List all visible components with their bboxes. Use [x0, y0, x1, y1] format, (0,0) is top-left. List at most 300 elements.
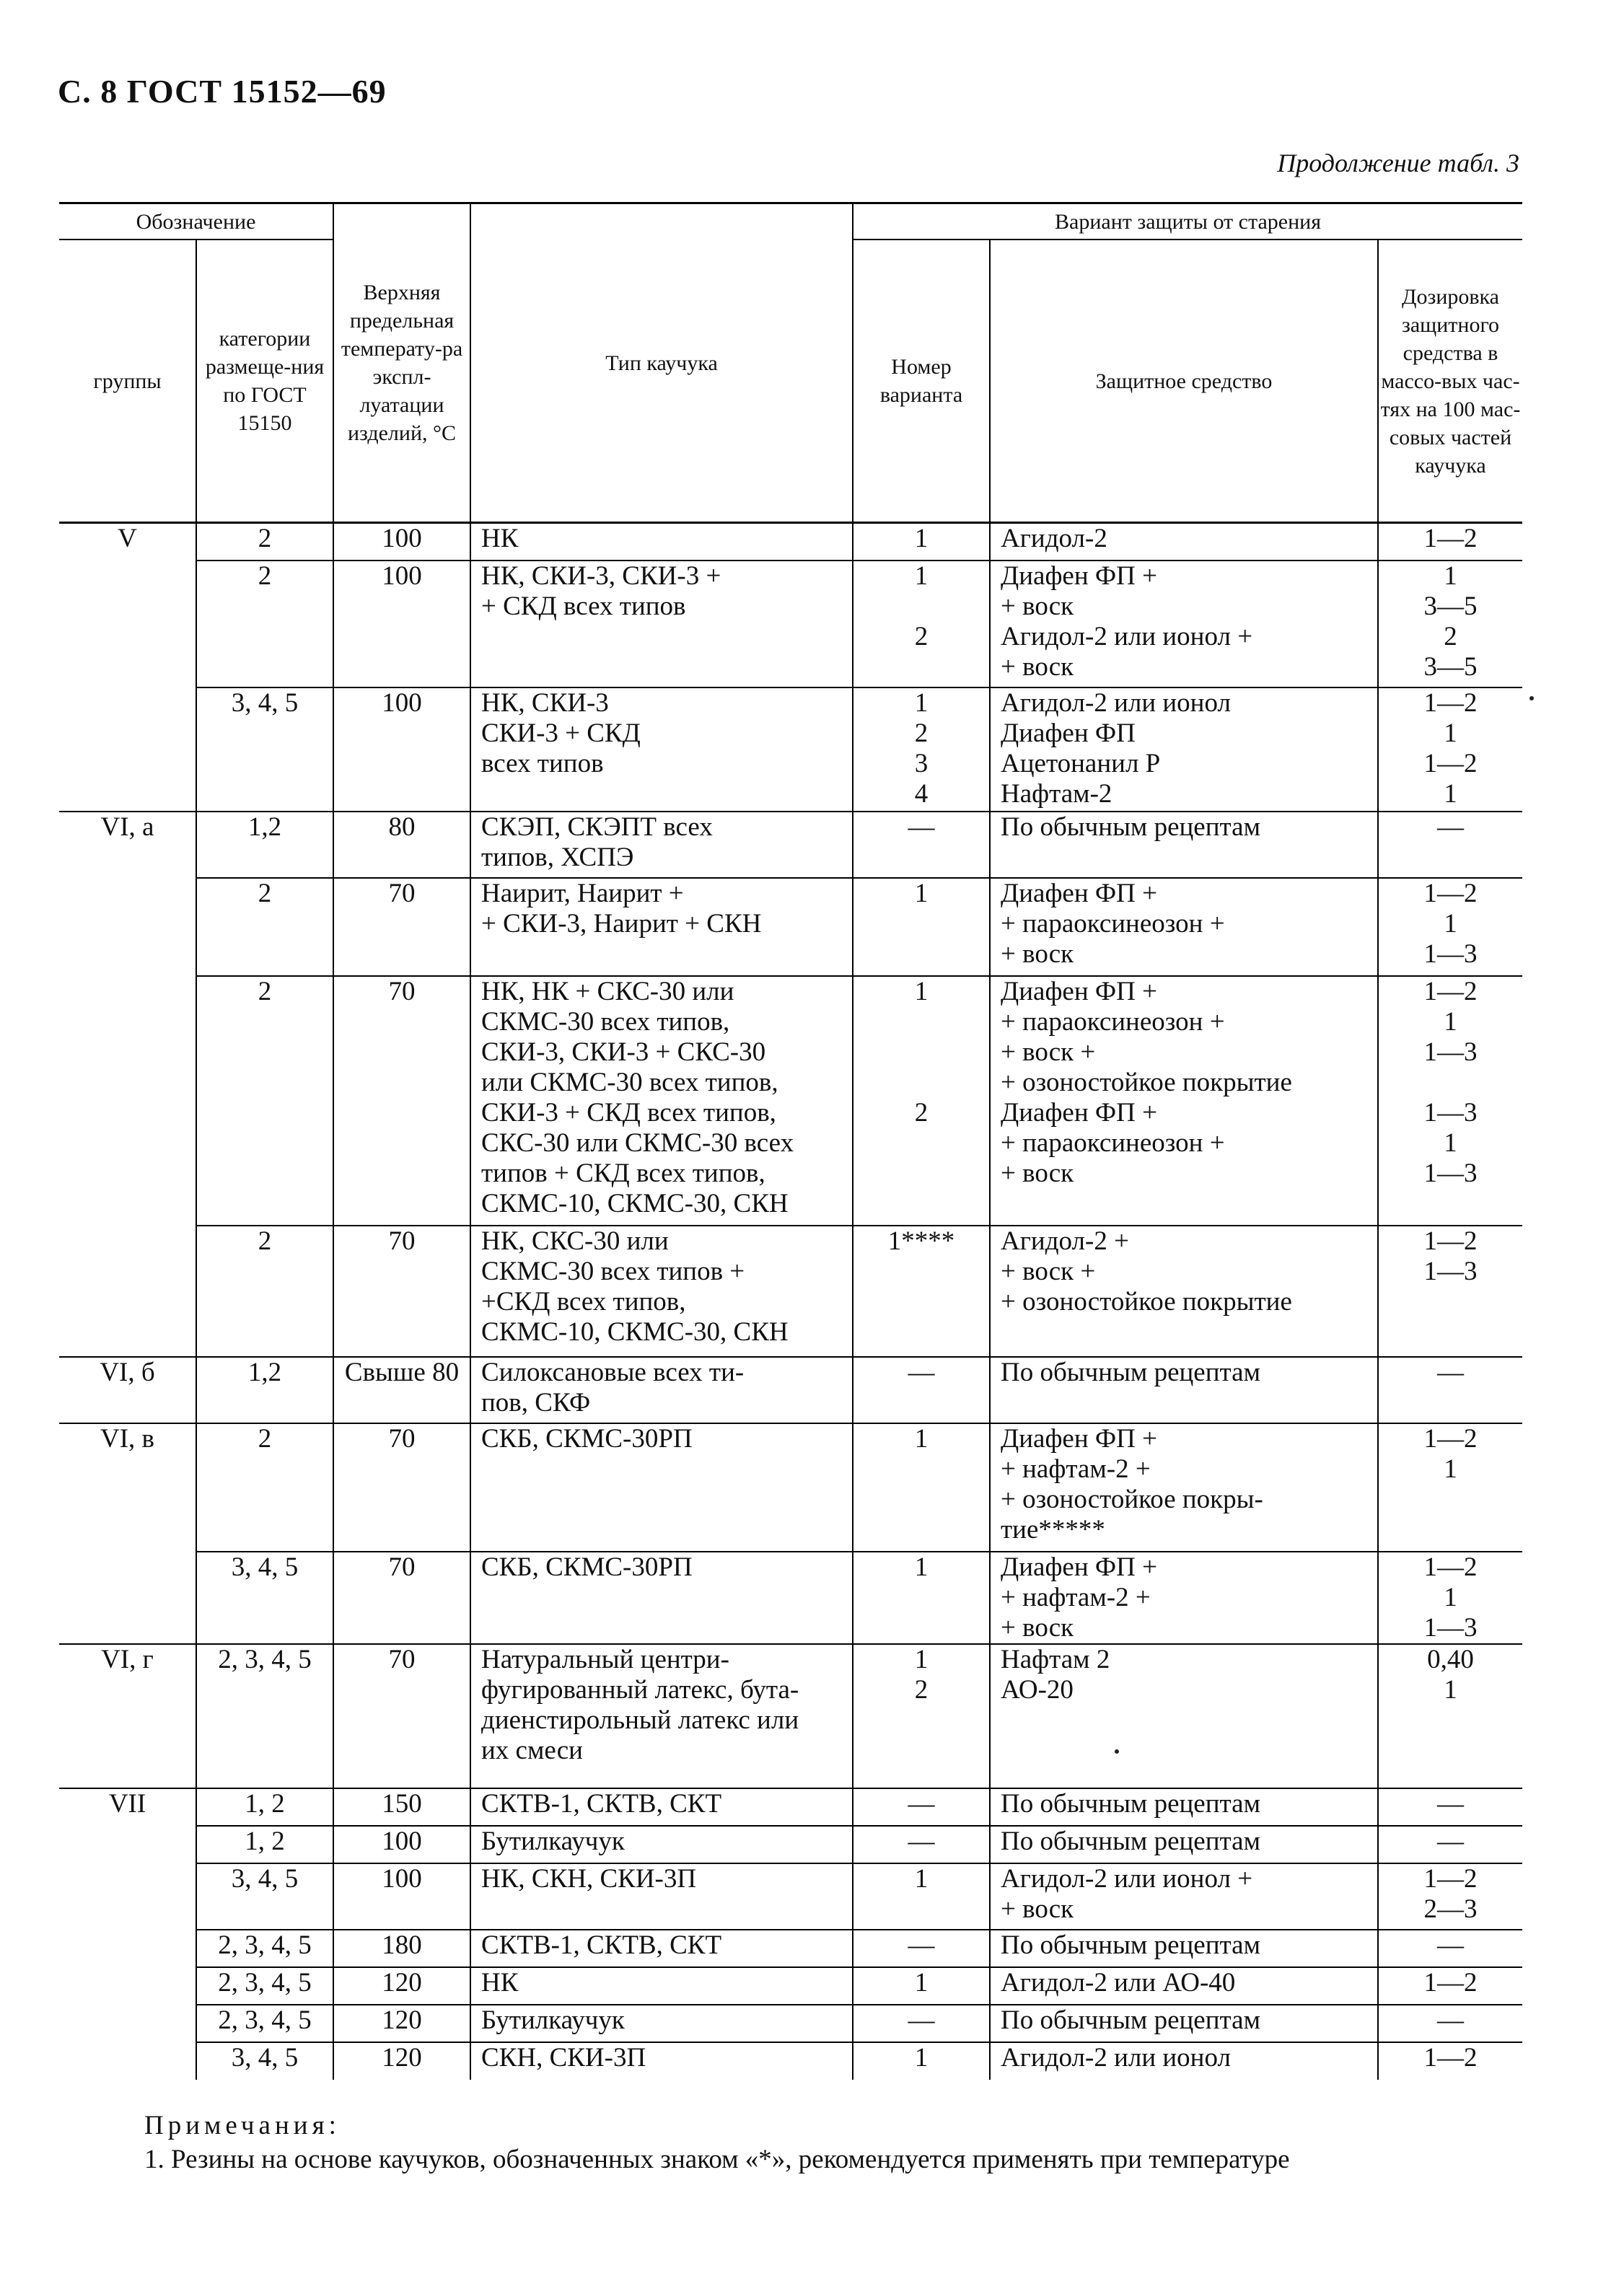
table-row — [59, 687, 1522, 812]
cell-rubber — [470, 1644, 853, 1788]
cell-dose-line: 1—2 — [1423, 524, 1478, 553]
cell-variant — [853, 1930, 990, 1967]
cell-dose-line: 1—2 — [1423, 1967, 1478, 1998]
cell-agent-line: тие***** — [1001, 1514, 1105, 1544]
cell-dose-line: 1—3 — [1423, 1158, 1478, 1188]
cell-dose-line: 3—5 — [1423, 651, 1478, 682]
header-dosage: Дозировка защитного средства в массо-вых час-тях на 100 мас-совых частей каучука — [1378, 239, 1522, 523]
cell-temp — [333, 976, 470, 1226]
cell-temp — [333, 1423, 470, 1552]
cell-agent-line: + нафтам-2 + — [1001, 1582, 1151, 1612]
cell-agent — [990, 812, 1378, 878]
cell-agent-line: + воск — [1001, 651, 1074, 682]
cell-agent-line: Нафтам 2 — [1001, 1644, 1110, 1674]
table-row — [59, 2005, 1522, 2042]
cell-agent-line: Диафен ФП + — [1001, 1097, 1157, 1128]
table-row — [59, 2042, 1522, 2080]
cell-dose-line: 1 — [1444, 778, 1457, 809]
cell-category — [196, 878, 333, 976]
cell-agent-line: Агидол-2 — [1001, 524, 1107, 553]
table-row — [59, 1863, 1522, 1930]
cell-dose-line: 1—2 — [1423, 2042, 1478, 2073]
cell-rubber — [470, 1826, 853, 1863]
cell-dose — [1378, 976, 1522, 1226]
cell-agent-line: + воск — [1001, 1894, 1074, 1924]
cell-variant-line: 1**** — [887, 1226, 955, 1256]
cell-variant — [853, 1788, 990, 1826]
cell-rubber-line: СКМС-30 всех типов, — [481, 1006, 730, 1037]
cell-agent-line: Диафен ФП + — [1001, 561, 1157, 591]
cell-variant-line: — — [908, 2005, 935, 2035]
cell-group — [59, 1644, 196, 1788]
cell-dose-line: 2 — [1444, 621, 1457, 651]
table-row — [59, 1826, 1522, 1863]
cell-rubber-line: СКЭП, СКЭПТ всех — [481, 812, 713, 842]
cell-category-text: 2 — [258, 524, 272, 553]
cell-variant-line — [853, 1068, 989, 1098]
table-row — [59, 561, 1522, 687]
cell-agent-line: + параоксинеозон + — [1001, 1128, 1225, 1158]
cell-variant — [853, 561, 990, 687]
cell-variant-line: — — [908, 812, 935, 842]
cell-dose — [1378, 1788, 1522, 1826]
cell-temp-text: 120 — [382, 1967, 422, 1998]
cell-dose-line: 1 — [1444, 1582, 1457, 1612]
cell-agent-line: + воск — [1001, 939, 1074, 969]
cell-rubber-line: диенстирольный латекс или — [481, 1705, 799, 1735]
cell-category-text: 2 — [258, 561, 272, 591]
cell-dose-line: 1 — [1444, 1674, 1457, 1705]
cell-agent-line: По обычным рецептам — [1001, 812, 1260, 842]
cell-temp — [333, 2042, 470, 2080]
cell-variant — [853, 2042, 990, 2080]
cell-dose — [1378, 1863, 1522, 1930]
cell-category — [196, 1226, 333, 1357]
cell-rubber — [470, 523, 853, 561]
cell-variant-line: 1 — [914, 976, 929, 1006]
cell-group-text: VI, в — [100, 1423, 154, 1454]
scan-speck — [1115, 1749, 1119, 1754]
cell-agent — [990, 1826, 1378, 1863]
cell-temp — [333, 1788, 470, 1826]
cell-category-text: 1, 2 — [245, 1788, 285, 1819]
table-continuation-label: Продолжение табл. 3 — [1277, 149, 1519, 177]
cell-rubber-line: НК, СКН, СКИ-3П — [481, 1863, 697, 1894]
cell-temp — [333, 878, 470, 976]
cell-dose — [1378, 687, 1522, 812]
cell-agent — [990, 561, 1378, 687]
cell-agent-line: + параоксинеозон + — [1001, 908, 1225, 939]
cell-dose — [1378, 1357, 1522, 1423]
cell-group — [59, 1552, 196, 1644]
cell-agent — [990, 1423, 1378, 1552]
cell-category-text: 3, 4, 5 — [231, 1863, 299, 1894]
cell-rubber — [470, 1552, 853, 1644]
cell-temp-text: 70 — [388, 878, 416, 908]
cell-category — [196, 1967, 333, 2005]
table-row — [59, 1967, 1522, 2005]
cell-group-text: VI, б — [100, 1357, 155, 1387]
cell-temp-text: 180 — [382, 1930, 422, 1960]
cell-dose-line: 1—2 — [1423, 1863, 1478, 1894]
cell-group — [59, 2042, 196, 2080]
cell-dose-line: — — [1437, 2005, 1464, 2035]
cell-agent — [990, 1644, 1378, 1788]
cell-agent-line: Агидол-2 или ионол + — [1001, 621, 1253, 651]
cell-category-text: 2 — [258, 1423, 272, 1454]
cell-dose-line: 1—3 — [1423, 939, 1478, 969]
cell-agent-line: АО-20 — [1001, 1674, 1074, 1705]
cell-variant-line: — — [908, 1357, 935, 1387]
cell-category — [196, 1863, 333, 1930]
cell-temp — [333, 523, 470, 561]
cell-variant-line: 3 — [914, 748, 929, 778]
cell-variant-line: 1 — [914, 1644, 929, 1674]
cell-temp-text: 70 — [388, 1423, 416, 1454]
cell-dose-line: 1—2 — [1423, 976, 1478, 1006]
cell-dose-line: 1—3 — [1423, 1097, 1478, 1128]
cell-variant-line: 2 — [914, 1674, 929, 1705]
cell-agent — [990, 976, 1378, 1226]
cell-rubber-line: СКМС-10, СКМС-30, СКН — [481, 1317, 789, 1347]
cell-rubber-line: или СКМС-30 всех типов, — [481, 1067, 778, 1097]
header-variant-no: Номер варианта — [853, 239, 990, 523]
cell-dose-line: — — [1437, 1357, 1464, 1387]
cell-dose-line: 1—2 — [1423, 748, 1478, 778]
cell-category-text: 2, 3, 4, 5 — [218, 2005, 312, 2035]
cell-agent-line: + озоностойкое покрытие — [1001, 1286, 1292, 1317]
table-row — [59, 1788, 1522, 1826]
cell-agent-line: По обычным рецептам — [1001, 1930, 1260, 1960]
cell-variant-line: 1 — [914, 1863, 929, 1894]
cell-rubber-line: фугированный латекс, бута- — [481, 1674, 799, 1705]
cell-agent-line: Агидол-2 или ионол — [1001, 2042, 1231, 2073]
cell-rubber-line: СКИ-3 + СКД всех типов, — [481, 1097, 776, 1128]
cell-variant-line: 1 — [914, 878, 929, 908]
cell-dose-line: 1 — [1444, 1454, 1457, 1484]
cell-group — [59, 1357, 196, 1423]
cell-dose — [1378, 1967, 1522, 2005]
cell-temp-text: 120 — [382, 2042, 422, 2073]
table-row — [59, 812, 1522, 878]
cell-agent — [990, 1967, 1378, 2005]
table-row — [59, 1423, 1522, 1552]
cell-variant — [853, 812, 990, 878]
cell-variant — [853, 1826, 990, 1863]
cell-group — [59, 1930, 196, 1967]
cell-variant — [853, 878, 990, 976]
cell-temp — [333, 812, 470, 878]
cell-category-text: 2, 3, 4, 5 — [218, 1967, 312, 1998]
cell-dose — [1378, 2042, 1522, 2080]
cell-dose — [1378, 1423, 1522, 1552]
cell-variant-line: 1 — [914, 1552, 929, 1582]
notes-title: Примечания: — [144, 2111, 341, 2140]
cell-group-text: VI, а — [100, 812, 154, 842]
cell-temp-text: Свыше 80 — [344, 1357, 460, 1387]
cell-dose — [1378, 2005, 1522, 2042]
cell-variant-line: — — [908, 1788, 935, 1819]
cell-group — [59, 1967, 196, 2005]
cell-agent-line: + воск — [1001, 591, 1074, 621]
cell-rubber — [470, 878, 853, 976]
cell-variant-line: 1 — [914, 1423, 929, 1454]
cell-group — [59, 976, 196, 1226]
cell-rubber-line: СКБ, СКМС-30РП — [481, 1552, 693, 1582]
cell-group — [59, 812, 196, 878]
cell-group — [59, 1826, 196, 1863]
cell-rubber — [470, 1788, 853, 1826]
cell-group — [59, 1788, 196, 1826]
cell-rubber-line: + СКИ-3, Наирит + СКН — [481, 908, 762, 939]
cell-dose-line: 1 — [1444, 561, 1457, 591]
cell-rubber-line: СКБ, СКМС-30РП — [481, 1423, 693, 1454]
cell-rubber — [470, 1226, 853, 1357]
header-rubber: Тип каучука — [470, 203, 853, 523]
cell-group — [59, 2005, 196, 2042]
cell-rubber-line: их смеси — [481, 1735, 583, 1765]
cell-rubber-line: НК — [481, 524, 519, 553]
cell-category — [196, 2005, 333, 2042]
cell-rubber-line: Силоксановые всех ти- — [481, 1357, 745, 1387]
cell-dose-line: — — [1437, 812, 1464, 842]
cell-rubber-line: НК, СКИ-3 — [481, 687, 609, 718]
cell-agent-line: По обычным рецептам — [1001, 1826, 1260, 1856]
cell-agent-line: + воск + — [1001, 1037, 1096, 1067]
cell-agent-line: + воск + — [1001, 1256, 1096, 1286]
cell-agent-line: + озоностойкое покры- — [1001, 1484, 1263, 1514]
cell-category-text: 1, 2 — [245, 1826, 285, 1856]
cell-temp — [333, 1226, 470, 1357]
cell-rubber-line: пов, СКФ — [481, 1387, 591, 1418]
cell-variant — [853, 1357, 990, 1423]
cell-category-text: 2, 3, 4, 5 — [218, 1644, 312, 1674]
cell-agent — [990, 2042, 1378, 2080]
cell-category — [196, 2042, 333, 2080]
cell-agent-line: По обычным рецептам — [1001, 2005, 1260, 2035]
cell-dose-line: 1—3 — [1423, 1256, 1478, 1286]
cell-category — [196, 1423, 333, 1552]
cell-agent — [990, 2005, 1378, 2042]
cell-dose-line: 1 — [1444, 908, 1457, 939]
cell-dose-line: — — [1437, 1788, 1464, 1819]
cell-group — [59, 1863, 196, 1930]
cell-group-text: VI, г — [101, 1644, 154, 1674]
cell-agent — [990, 878, 1378, 976]
cell-rubber — [470, 1863, 853, 1930]
cell-category-text: 2 — [258, 878, 272, 908]
cell-variant-line — [853, 1159, 989, 1189]
cell-rubber-line: НК, СКИ-3, СКИ-3 + — [481, 561, 721, 591]
table-row — [59, 1644, 1522, 1788]
cell-category — [196, 687, 333, 812]
cell-variant-line — [853, 652, 989, 682]
cell-temp — [333, 1357, 470, 1423]
cell-group — [59, 687, 196, 812]
cell-variant — [853, 2005, 990, 2042]
cell-temp-text: 100 — [382, 1826, 422, 1856]
table-row — [59, 1552, 1522, 1644]
cell-dose-line: 1—2 — [1423, 1226, 1478, 1256]
cell-rubber — [470, 812, 853, 878]
table-row — [59, 523, 1522, 561]
cell-category — [196, 1826, 333, 1863]
cell-agent-line: Диафен ФП + — [1001, 878, 1157, 908]
cell-rubber-line: +СКД всех типов, — [481, 1286, 686, 1317]
cell-temp-text: 120 — [382, 2005, 422, 2035]
cell-dose-line: 1—3 — [1423, 1037, 1478, 1067]
cell-variant-line: — — [908, 1826, 935, 1856]
cell-group — [59, 878, 196, 976]
cell-dose-line: 1 — [1444, 718, 1457, 748]
cell-dose — [1378, 1826, 1522, 1863]
cell-dose-line: 2—3 — [1423, 1894, 1478, 1924]
cell-category — [196, 1644, 333, 1788]
cell-group — [59, 561, 196, 687]
cell-temp-text: 70 — [388, 1644, 416, 1674]
cell-rubber-line: + СКД всех типов — [481, 591, 686, 621]
cell-agent — [990, 1357, 1378, 1423]
cell-dose-line: 1 — [1444, 1128, 1457, 1158]
header-group: группы — [59, 239, 196, 523]
cell-rubber-line: Наирит, Наирит + — [481, 878, 684, 908]
cell-rubber-line: НК, НК + СКС-30 или — [481, 976, 734, 1006]
cell-category-text: 3, 4, 5 — [231, 1552, 299, 1582]
cell-variant — [853, 1644, 990, 1788]
cell-rubber-line: типов, ХСПЭ — [481, 842, 634, 872]
cell-variant-line — [853, 1128, 989, 1159]
cell-temp-text: 70 — [388, 976, 416, 1006]
cell-variant — [853, 523, 990, 561]
cell-category — [196, 561, 333, 687]
cell-dose — [1378, 1930, 1522, 1967]
cell-agent — [990, 1863, 1378, 1930]
page-header: С. 8 ГОСТ 15152—69 — [58, 73, 387, 110]
header-category: категории размеще-ния по ГОСТ 15150 — [196, 239, 333, 523]
cell-temp-text: 100 — [382, 561, 422, 591]
cell-rubber — [470, 561, 853, 687]
cell-agent-line: Диафен ФП + — [1001, 1552, 1157, 1582]
cell-variant — [853, 687, 990, 812]
cell-agent-line: + озоностойкое покрытие — [1001, 1067, 1292, 1097]
cell-rubber — [470, 1967, 853, 2005]
cell-temp-text: 100 — [382, 1863, 422, 1894]
cell-rubber-line: СКТВ-1, СКТВ, СКТ — [481, 1788, 722, 1819]
cell-rubber-line: СКМС-10, СКМС-30, СКН — [481, 1188, 789, 1218]
header-designation: Обозначение — [59, 203, 333, 240]
cell-agent-line: Агидол-2 или ионол + — [1001, 1863, 1253, 1894]
note-1: 1. Резины на основе каучуков, обозначенных знаком «*», рекомендуется применять при температуре — [144, 2145, 1290, 2174]
cell-variant-line: 1 — [914, 2042, 929, 2073]
cell-temp — [333, 1826, 470, 1863]
cell-agent-line: Агидол-2 или ионол — [1001, 687, 1231, 718]
cell-category-text: 1,2 — [247, 812, 282, 842]
cell-rubber-line: всех типов — [481, 748, 604, 778]
cell-rubber — [470, 1357, 853, 1423]
cell-dose — [1378, 523, 1522, 561]
cell-temp-text: 70 — [388, 1552, 416, 1582]
cell-agent — [990, 1226, 1378, 1357]
cell-variant-line — [853, 1037, 989, 1068]
header-agent: Защитное средство — [990, 239, 1378, 523]
cell-rubber-line: СКТВ-1, СКТВ, СКТ — [481, 1930, 722, 1960]
cell-dose-line: 1—3 — [1423, 1612, 1478, 1643]
cell-temp — [333, 1930, 470, 1967]
cell-agent — [990, 1930, 1378, 1967]
cell-temp-text: 70 — [388, 1226, 416, 1256]
cell-agent — [990, 523, 1378, 561]
cell-rubber-line: Бутилкаучук — [481, 1826, 625, 1856]
cell-variant — [853, 1423, 990, 1552]
cell-agent — [990, 1552, 1378, 1644]
cell-agent-line: + параоксинеозон + — [1001, 1006, 1225, 1037]
cell-rubber-line: СКИ-3, СКИ-3 + СКС-30 — [481, 1037, 766, 1067]
cell-group — [59, 1226, 196, 1357]
table-row — [59, 1226, 1522, 1357]
cell-dose-line: — — [1437, 1930, 1464, 1960]
cell-variant-line — [853, 592, 989, 622]
table-row — [59, 878, 1522, 976]
cell-agent-line: По обычным рецептам — [1001, 1788, 1260, 1819]
cell-temp — [333, 1552, 470, 1644]
cell-rubber — [470, 2042, 853, 2080]
cell-dose-line: 1—2 — [1423, 687, 1478, 718]
cell-category-text: 2 — [258, 976, 272, 1006]
cell-dose — [1378, 1644, 1522, 1788]
cell-category-text: 3, 4, 5 — [231, 2042, 299, 2073]
cell-group-text: V — [118, 524, 137, 553]
cell-temp — [333, 2005, 470, 2042]
cell-group — [59, 523, 196, 561]
cell-agent-line: Диафен ФП + — [1001, 976, 1157, 1006]
cell-variant-line: 2 — [914, 718, 929, 748]
cell-agent-line: + воск — [1001, 1158, 1074, 1188]
cell-variant-line: 1 — [914, 1967, 929, 1998]
table-body — [59, 523, 1522, 2080]
header-temp: Верхняя предельная температу-ра экспл-луатации изделий, °С — [333, 203, 470, 523]
cell-variant — [853, 1552, 990, 1644]
cell-rubber-line: СКИ-3 + СКД — [481, 718, 641, 748]
cell-variant-line: 2 — [914, 621, 929, 651]
cell-variant-line: 1 — [914, 524, 929, 553]
cell-temp-text: 100 — [382, 687, 422, 718]
cell-agent-line: Агидол-2 + — [1001, 1226, 1129, 1256]
cell-rubber-line: Бутилкаучук — [481, 2005, 625, 2035]
cell-category-text: 2 — [258, 1226, 272, 1256]
cell-rubber — [470, 1423, 853, 1552]
cell-dose — [1378, 561, 1522, 687]
cell-variant-line: — — [908, 1930, 935, 1960]
cell-dose — [1378, 878, 1522, 976]
cell-temp — [333, 1967, 470, 2005]
cell-category — [196, 1788, 333, 1826]
cell-dose-line: — — [1437, 1826, 1464, 1856]
cell-variant — [853, 1226, 990, 1357]
cell-variant-line: 1 — [914, 561, 929, 591]
cell-category — [196, 1357, 333, 1423]
table-row — [59, 1357, 1522, 1423]
cell-temp — [333, 687, 470, 812]
cell-rubber — [470, 2005, 853, 2042]
cell-agent — [990, 687, 1378, 812]
cell-variant-line — [853, 1007, 989, 1037]
cell-temp — [333, 1644, 470, 1788]
rubber-protection-table — [59, 202, 1522, 2080]
cell-dose-line: 1 — [1444, 1006, 1457, 1037]
cell-rubber — [470, 1930, 853, 1967]
header-protection: Вариант защиты от старения — [853, 203, 1522, 240]
cell-variant — [853, 1967, 990, 2005]
